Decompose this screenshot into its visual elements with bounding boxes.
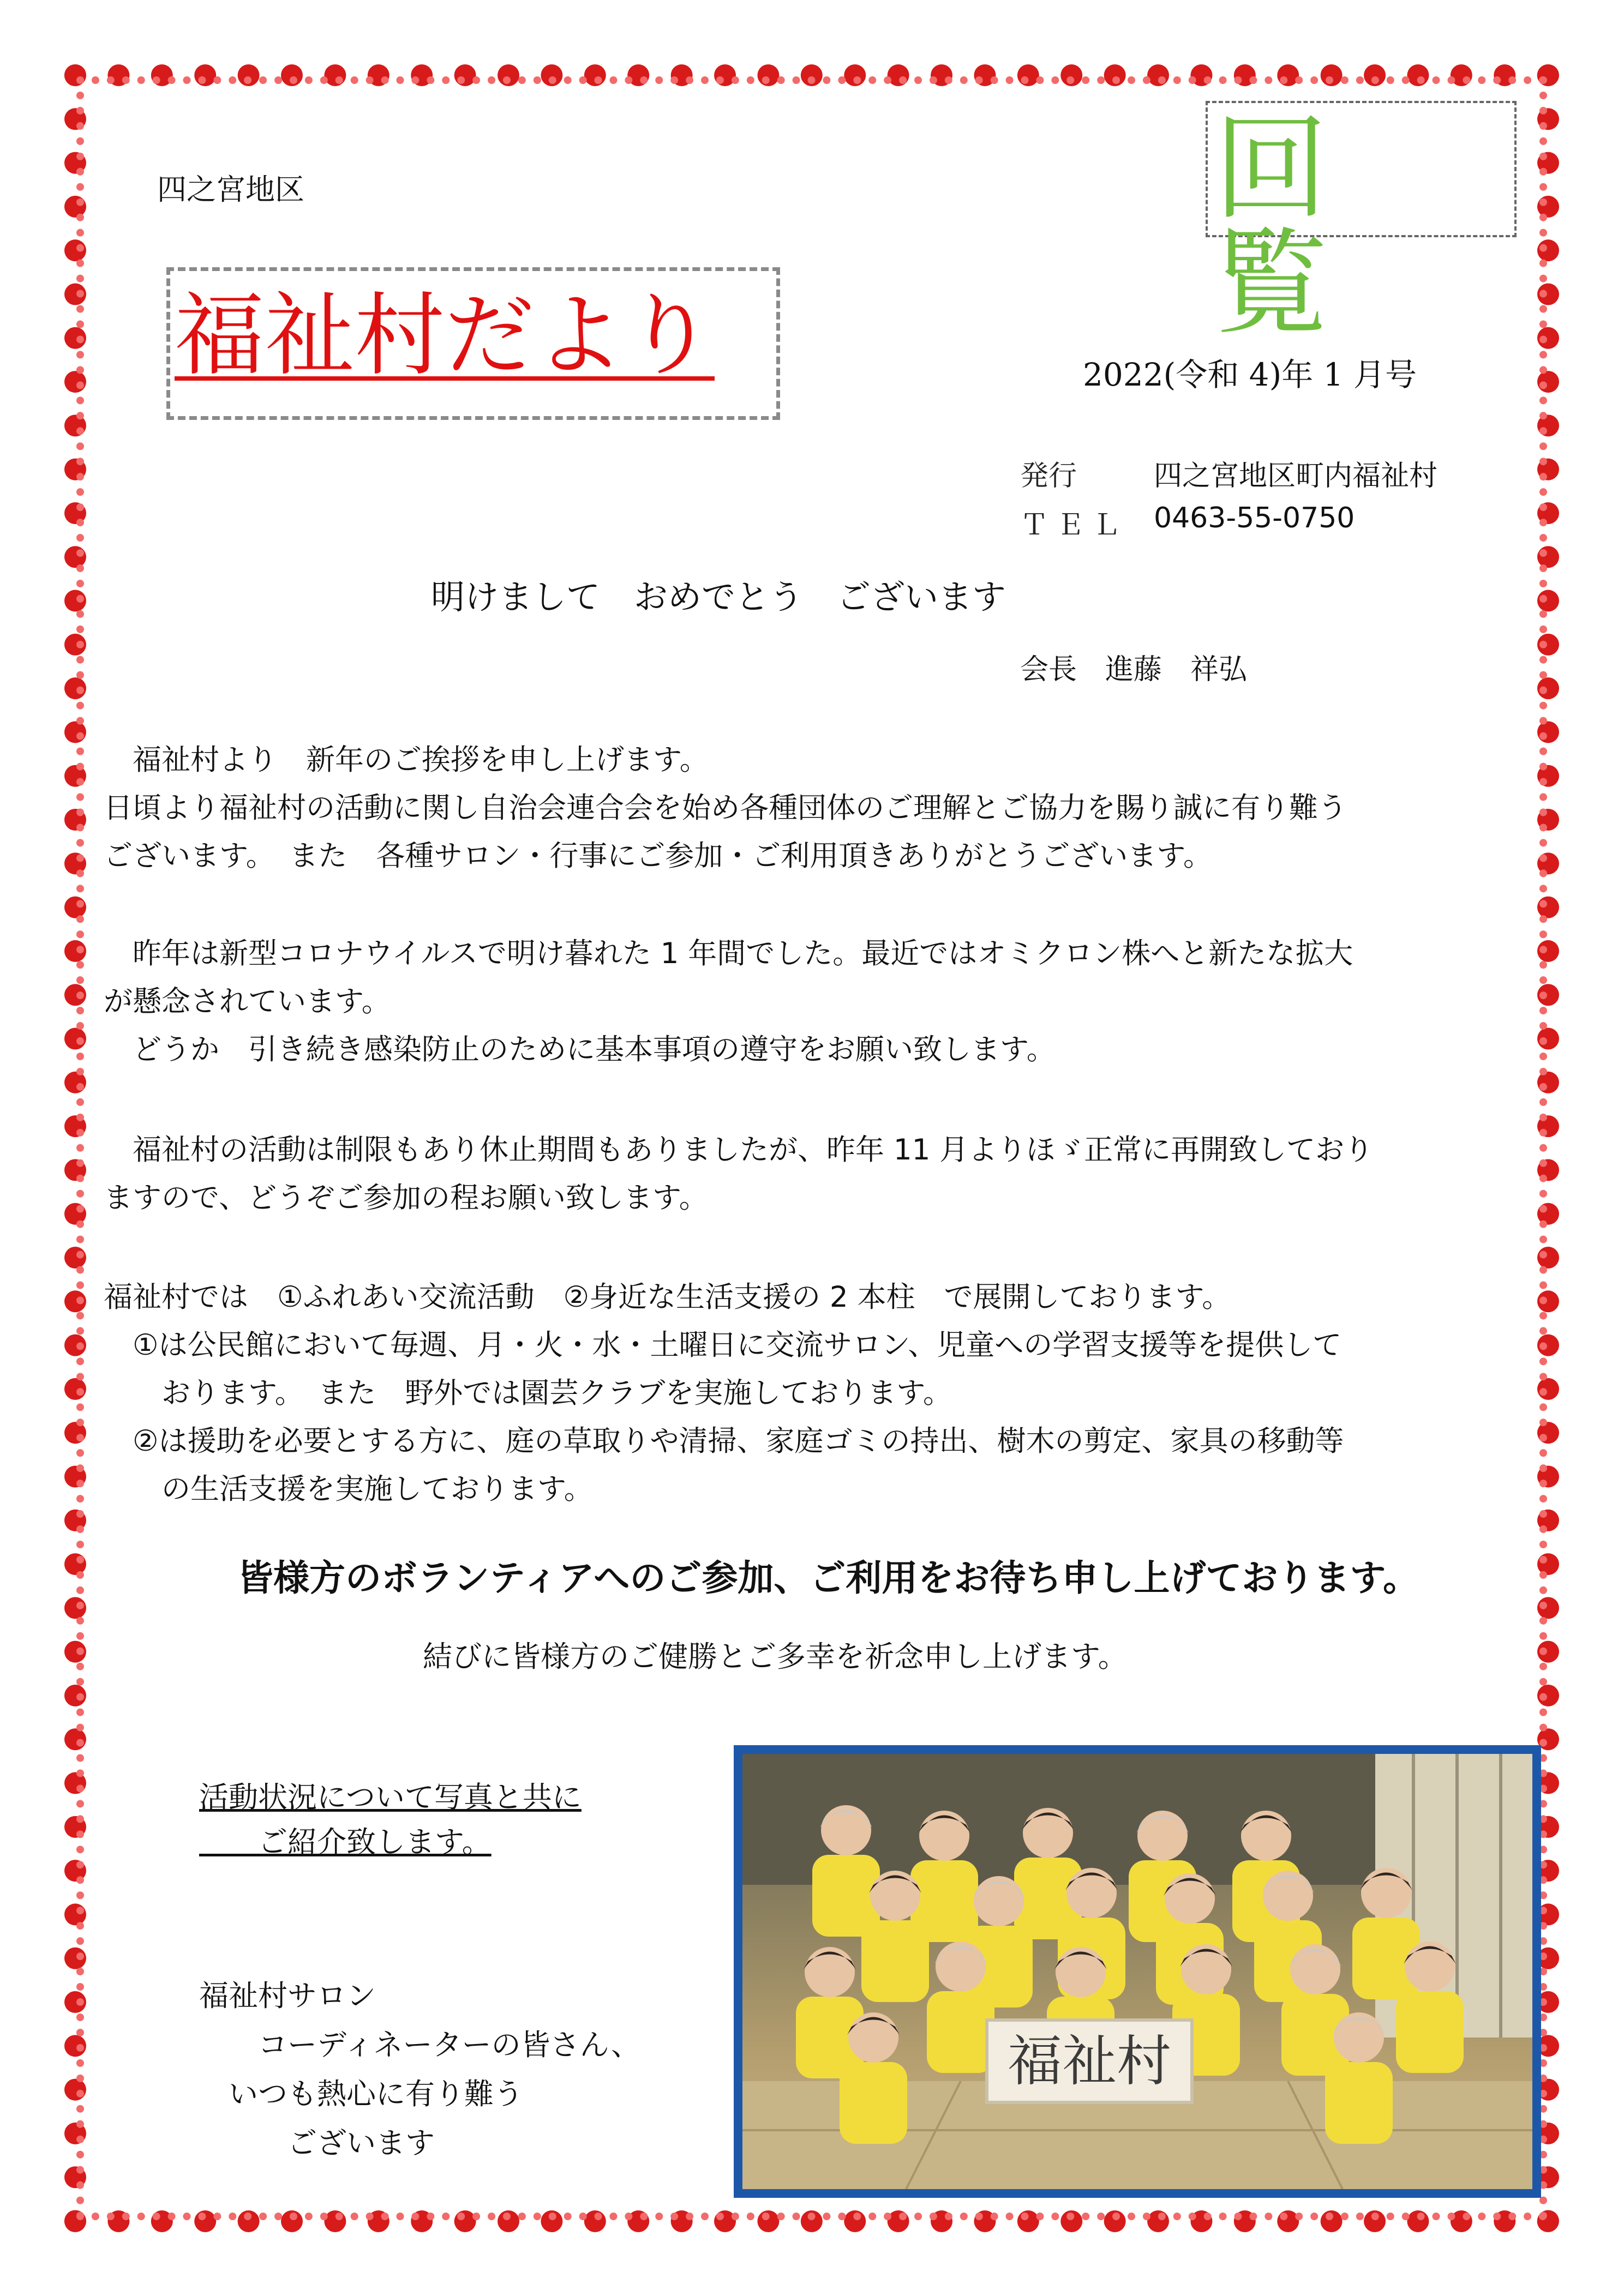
text-line: 日頃より福祉村の活動に関し自治会連合会を始め各種団体のご理解とご協力を賜り誠に有り難う: [104, 791, 1347, 825]
person-body: [927, 1991, 994, 2073]
person-body: [1325, 2062, 1393, 2144]
person-head: [1137, 1811, 1188, 1861]
text-line: どうか 引き続き感染防止のために基本事項の遵守をお願い致します。: [104, 1033, 1056, 1066]
text-line: の生活支援を実施しております。: [104, 1472, 593, 1506]
newsletter-title: 福祉村だより: [175, 283, 715, 388]
text-line: ①は公民館において毎週、月・火・水・土曜日に交流サロン、児童への学習支援等を提供して: [104, 1329, 1342, 1362]
person-head: [1056, 1947, 1106, 1997]
text-line: ますので、どうぞご参加の程お願い致します。: [104, 1181, 708, 1215]
new-year-greeting: 明けまして おめでとう ございます: [431, 577, 1006, 617]
person-head: [974, 1876, 1024, 1926]
group-photo-frame: [734, 1745, 1541, 2198]
person-head: [936, 1942, 986, 1992]
issue-date: 2022(令和 4)年 1 月号: [1083, 356, 1417, 393]
person-head: [1263, 1871, 1313, 1921]
person-head: [1066, 1868, 1117, 1918]
person-head: [848, 2012, 898, 2063]
paragraph-two-pillars: [104, 1273, 1344, 1513]
circulation-stamp: 回覧: [1214, 102, 1427, 350]
person-body: [1396, 1991, 1464, 2073]
person-head: [919, 1811, 969, 1861]
text-line: が懸念されています。: [104, 985, 391, 1018]
person-head: [1241, 1811, 1291, 1861]
text-line: ②は援助を必要とする方に、庭の草取りや清掃、家庭ゴミの持出、樹木の剪定、家具の移動等: [104, 1425, 1344, 1458]
person-body: [840, 2062, 907, 2144]
person-head: [1181, 1944, 1231, 1994]
person-head: [1334, 2012, 1384, 2063]
volunteer-appeal: 皆様方のボランティアへのご参加、ご利用をお待ち申し上げております。: [237, 1557, 1419, 1599]
person-body: [861, 1920, 929, 2002]
village-sign: 福祉村: [985, 2018, 1194, 2104]
salon-thanks: 福祉村サロン コーディネーターの皆さん、 いつも熱心に有り難う ございます: [199, 1979, 640, 2160]
group-photo: [742, 1754, 1532, 2189]
paragraph-activity-resume: [104, 1126, 1373, 1222]
publisher-name: 四之宮地区町内福祉村: [1154, 460, 1438, 492]
person-head: [1361, 1868, 1411, 1918]
paragraph-covid: [104, 930, 1353, 1074]
person-head: [1023, 1808, 1073, 1858]
text-line: ございます。 また 各種サロン・行事にご参加・ご利用頂きありがとうございます。: [104, 839, 1213, 873]
publisher-label: 発行: [1020, 460, 1077, 492]
person-head: [805, 1947, 855, 1997]
person-head: [821, 1805, 871, 1855]
closing-wishes: 結びに皆様方のご健勝とご多幸を祈念申し上げます。: [423, 1639, 1128, 1674]
photo-illustration: [742, 1754, 1532, 2189]
text-line: 福祉村より 新年のご挨拶を申し上げます。: [104, 743, 709, 777]
text-line: おります。 また 野外では園芸クラブを実施しております。: [104, 1377, 952, 1410]
tel-number: 0463-55-0750: [1154, 502, 1355, 534]
chairman-name: 会長 進藤 祥弘: [1020, 653, 1248, 686]
person-head: [1165, 1873, 1215, 1924]
text-line: 福祉村の活動は制限もあり休止期間もありましたが、昨年 11 月よりほゞ正常に再開致しており: [104, 1133, 1374, 1167]
district-label: 四之宮地区: [157, 172, 304, 207]
person-head: [1290, 1944, 1340, 1994]
person-head: [1405, 1942, 1455, 1992]
tel-label: ＴＥＬ: [1020, 509, 1129, 542]
text-line: 昨年は新型コロナウイルスで明け暮れた 1 年間でした。最近ではオミクロン株へと新たな拡大: [104, 937, 1353, 970]
text-line: 福祉村では ①ふれあい交流活動 ②身近な生活支援の 2 本柱 で展開しております。: [104, 1281, 1231, 1314]
person-head: [870, 1871, 920, 1921]
paragraph-greeting: [104, 736, 1347, 880]
activity-intro: 活動状況について写真と共に ご紹介致します。: [199, 1780, 582, 1859]
